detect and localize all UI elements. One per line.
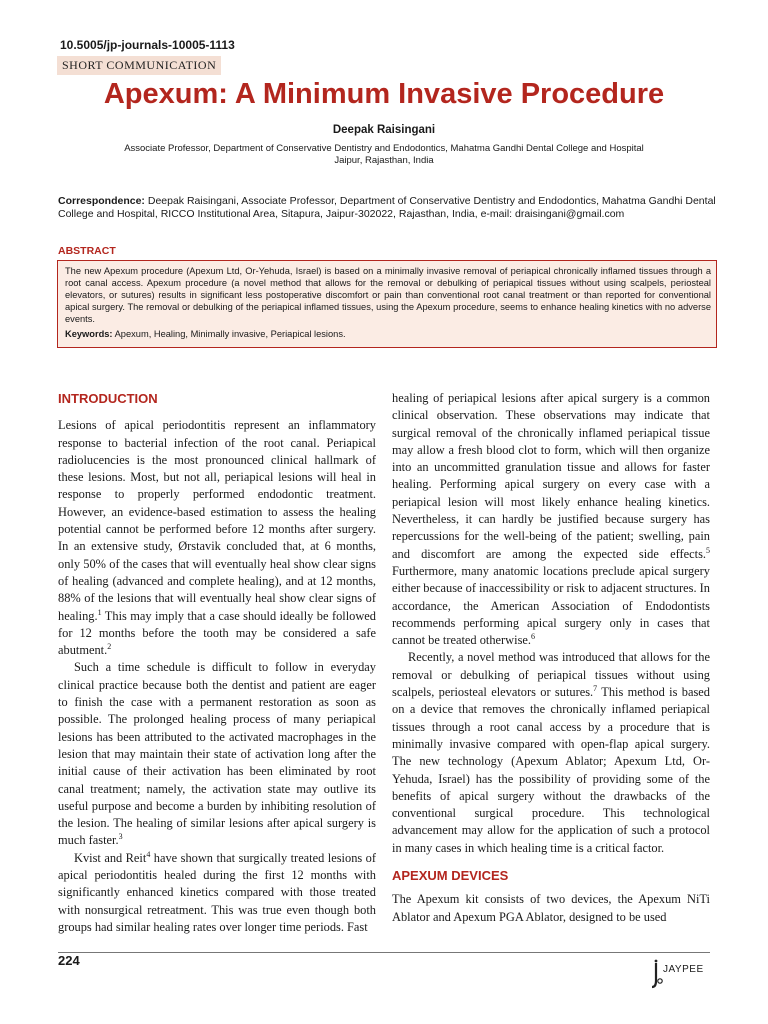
reference-6: 6 [531, 632, 535, 642]
abstract-heading: ABSTRACT [58, 245, 116, 257]
author-name: Deepak Raisingani [332, 124, 436, 136]
right-column [392, 390, 710, 926]
paragraph-3-continued [392, 390, 710, 649]
reference-4: 4 [146, 849, 151, 859]
author-affiliation [80, 143, 688, 167]
keywords-label: Keywords: [65, 329, 113, 339]
paragraph-3-text-c: Furthermore, many anatomic locations preclude apical surgery either because of inaccessibility or risk to adjacent structures. In accordance, the American Association of Endodontists recommends performing apical surgery only in cases that cannot be treated otherwise. [392, 563, 710, 648]
paragraph-3-text-b: have shown that surgically treated lesions of apical periodontitis healed during the first 12 months with significantly enhanced kinetics compared with those treated with nonsurgical retreatment. This was true even though both groups had similar healing rates over longer time periods. Fast [58, 850, 376, 934]
paragraph-4 [392, 649, 710, 857]
abstract-box [57, 260, 717, 348]
paragraph-2-text: Such a time schedule is difficult to follow in everyday clinical practice because both the dentist and patient are eager to finish the case with a permanent restoration as soon as possible. The prolonged healing process of many periapical lesions has been attributed to the activated macrophages in the lesion that may maintain their state of activation long after the initial cause of their activation has been eliminated by root canal treatment; namely, the activation state may outlive its useful purpose and become a burden by inhibiting resolution of the lesion. The healing of similar lesions after apical surgery is much faster. [58, 660, 376, 848]
paragraph-3-text-a: Kvist and Reit [74, 850, 147, 865]
abstract-text: The new Apexum procedure (Apexum Ltd, Or-Yehuda, Israel) is based on a minimally invasive removal of periapical chronically inflamed tissues through a root canal access. Apexum procedure (a novel method that allows for the removal or debulking of periapical tissues without using scalpels, periosteal elevators, or sutures) results in significant less postoperative discomfort or pain than conventional root canal treatment or than reported for conventional apical surgery. The removal or debulking of the periapical inflamed tissues, using the Apexum procedure, seems to enhance healing kinetics with no adverse events. [65, 266, 711, 324]
doi: 10.5005/jp-journals-10005-1113 [60, 38, 235, 52]
affiliation-line-1: Associate Professor, Department of Conservative Dentistry and Endodontics, Mahatma Gandhi Dental College and Hospital [124, 143, 644, 154]
reference-2: 2 [107, 642, 112, 652]
paragraph-3-text-b: healing of periapical lesions after apical surgery is a common clinical observation. These observations may indicate that surgical removal of the chronically inflamed periapical tissue may allow a fresh blood clot to form, which will then organize into an uncommitted granulation tissue and allows for faster healing. Performing apical surgery on every case with a periapical lesion will most likely enhance healing kinetics. Nevertheless, it can hardly be justified because surgery has repercussions for the well-being of the patient; swelling, pain and discomfort are among the expected side effects. [392, 391, 710, 561]
publisher-name: JAYPEE [663, 964, 704, 975]
paragraph-1-text-a: Lesions of apical periodontitis represent an inflammatory response to bacterial infection of the root canal. Periapical radiolucencies is the most pronounced clinical hallmark of these lesions. Most, but not all, periapical lesions will heal in response to properly performed endodontic treatment. However, an evidence-based estimation to assess the healing potential cannot be performed before 12 months after surgery. In an extensive study, Ørstavik concluded that, at 6 months, only 50% of the cases that will eventually heal show clear signs of healing (advanced and complete healing), and at 12 months, 88% of the lesions that will eventually heal show clear signs of healing. [58, 418, 376, 623]
introduction-heading: INTRODUCTION [58, 391, 158, 406]
left-column [58, 390, 376, 936]
correspondence [58, 195, 718, 221]
apexum-devices-heading: APEXUM DEVICES [392, 868, 509, 884]
paragraph-4-text-b: This method is based on a device that removes the chronically inflamed periapical tissues through a root canal access by a procedure that is minimally invasive compared with open-flap apical surgery. The new technology (Apexum Ablator; Apexum Ltd, Or- Yehuda, Israel) has the possibility of providing some of the benefits of apical surgery without the drawbacks of the conventional surgical procedure. This technological advancement may allow for the application of such a protocol in many cases in which healing time is a critical factor. [392, 685, 710, 855]
keywords [65, 328, 711, 340]
footer-divider [58, 952, 710, 953]
reference-3: 3 [118, 832, 123, 842]
reference-7: 7 [593, 683, 598, 693]
correspondence-label: Correspondence: [58, 195, 145, 207]
keywords-text: Apexum, Healing, Minimally invasive, Periapical lesions. [112, 329, 346, 339]
paragraph-1-text-b: This may imply that a case should ideally be followed for 12 months before the tooth may be considered a safe abutment. [58, 608, 376, 658]
paragraph-1 [58, 417, 376, 659]
reference-1: 1 [97, 607, 102, 617]
paragraph-5: The Apexum kit consists of two devices, the Apexum NiTi Ablator and Apexum PGA Ablator, designed to be used [392, 892, 710, 924]
paragraph-3 [58, 850, 376, 936]
paragraph-4-text-a: Recently, a novel method was introduced that allows for the removal or debulking of periapical tissues without using scalpels, periosteal elevators or sutures. [392, 650, 710, 700]
page-number: 224 [58, 953, 80, 968]
article-type-badge: SHORT COMMUNICATION [57, 56, 221, 75]
reference-5: 5 [706, 545, 710, 555]
article-title: Apexum: A Minimum Invasive Procedure [103, 78, 665, 110]
affiliation-line-2: Jaipur, Rajasthan, India [334, 155, 434, 166]
paragraph-2 [58, 659, 376, 849]
correspondence-text: Deepak Raisingani, Associate Professor, Department of Conservative Dentistry and Endodontics, Mahatma Gandhi Dental College and Hospital, RICCO Institutional Area, Sitapura, Jaipur-302022, Rajasthan, India, e-mail: draisingani@gmail.com [58, 195, 716, 220]
